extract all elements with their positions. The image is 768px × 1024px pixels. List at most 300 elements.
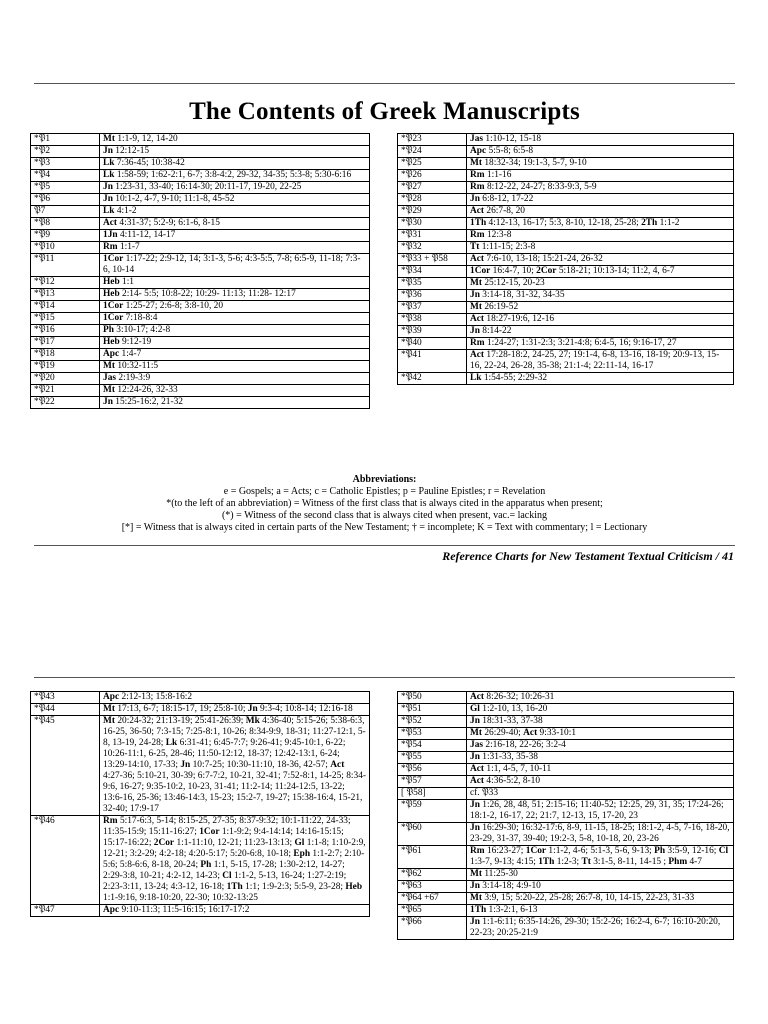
manuscript-row [398,917,734,940]
manuscript-id: *𝔓65 [398,905,467,917]
book-abbreviation: Ph [200,860,212,870]
manuscript-contents [100,158,370,170]
manuscript-contents [467,170,734,182]
manuscript-row [398,869,734,881]
manuscript-contents [467,869,734,881]
book-abbreviation: Act [470,254,485,264]
manuscript-contents [467,823,734,846]
verse-range: 1:3-2:1, 6-13 [488,905,538,915]
book-abbreviation: Mt [103,361,115,371]
verse-range: 1:24-27; 1:31-2:3; 3:21-4:8; 6:4-5, 16; 9:16-17, 27 [486,338,677,348]
book-abbreviation: 1Cor [103,301,124,311]
book-abbreviation: Apc [103,692,120,702]
manuscript-row [31,361,370,373]
manuscript-row [31,230,370,242]
book-abbreviation: 1Jn [103,230,118,240]
abbreviations-line-3: (*) = Witness of the second class that is always cited when present, vac.= lacking [221,510,548,521]
book-abbreviation: Mt [470,869,482,879]
verse-range: 3:10-17; 4:2-8 [116,325,171,335]
manuscript-contents [100,361,370,373]
verse-range: 1:1 [122,277,134,287]
manuscript-row [398,692,734,704]
manuscript-row [31,194,370,206]
page-footer: Reference Charts for New Testament Textual Criticism / 41 [442,549,734,563]
verse-range: 1:1-9:16, 9:18-10:20, 22-30; 10:32-13:25 [103,893,258,903]
verse-range: 4-7 [689,857,702,867]
book-abbreviation: Act [470,764,485,774]
book-abbreviation: Jn [470,716,480,726]
verse-range: 7:6-10, 13-18; 15:21-24, 26-32 [486,254,603,264]
book-abbreviation: 1Th [470,218,487,228]
manuscript-id: *𝔓50 [398,692,467,704]
manuscript-id: *𝔓54 [398,740,467,752]
manuscript-row [398,218,734,230]
manuscript-contents [467,704,734,716]
manuscript-row [31,301,370,313]
manuscript-row [31,134,370,146]
manuscript-contents [467,846,734,869]
manuscript-row [31,397,370,409]
manuscript-contents [467,893,734,905]
book-abbreviation: Mt [103,385,115,395]
verse-range: 1:1, 5-15, 17-28; 1:30-2:12, 14-27; 2:29-3:8, 10-21; 4:2-12, 14-23; [103,860,345,881]
manuscript-row [398,170,734,182]
manuscript-id: *𝔓64 +67 [398,893,467,905]
book-abbreviation: Jn [470,800,480,810]
verse-range: 1:25-27; 2:6-8; 3:8-10, 20 [125,301,224,311]
verse-range: 4:36-5:2, 8-10 [486,776,541,786]
book-abbreviation: Jn [470,290,480,300]
verse-range: 1:1-6:11; 6:35-14:26, 29-30; 15:2-26; 16:2-4, 6-7; 16:10-20:20, 22-23; 20:25-21:9 [470,917,721,938]
manuscript-contents [100,206,370,218]
verse-range: 18:27-19:6, 12-16 [486,314,555,324]
manuscript-row [31,716,370,816]
manuscript-row [398,704,734,716]
abbreviations-line-4: [*] = Witness that is always cited in certain parts of the New Testament; † = incomplete; K = Text with commentary; l = Lectionary [121,522,648,533]
book-abbreviation: Lk [470,373,482,383]
verse-range: 9:33-10:1 [539,728,577,738]
book-abbreviation: Ph [103,325,114,335]
manuscript-contents [100,146,370,158]
manuscript-contents [100,230,370,242]
manuscript-id: *𝔓6 [31,194,100,206]
manuscript-id: *𝔓53 [398,728,467,740]
manuscript-row [398,242,734,254]
manuscript-contents [467,692,734,704]
verse-range: 10:7-25; 10:30-11:10, 18-36, 42-57; [192,760,331,770]
manuscript-contents [100,134,370,146]
manuscript-contents [100,373,370,385]
manuscript-row [398,146,734,158]
manuscript-id: *𝔓30 [398,218,467,230]
verse-range: 1:10-12, 15-18 [485,134,542,144]
verse-range: 1:23-31, 33-40; 16:14-30; 20:11-17, 19-20, 22-25 [115,182,302,192]
manuscript-contents [467,158,734,170]
manuscript-row [398,266,734,278]
manuscript-contents [467,314,734,326]
verse-range: 26:29-40; [484,728,524,738]
manuscript-contents [100,277,370,289]
manuscript-row [31,158,370,170]
book-abbreviation: 2Cor [153,838,175,848]
verse-range: 25:12-15, 20-23 [484,278,545,288]
manuscript-contents [467,881,734,893]
verse-range: 9:10-11:3; 11:5-16:15; 16:17-17:2 [121,905,250,915]
book-abbreviation: Apc [103,905,120,915]
verse-range: 5:17-6:3, 5-14; 8:15-25, 27-35; 8:37-9:32; 10:1-11:22, 24-33; 11:35-15:9; 15:11-16:27; [103,816,351,837]
manuscript-contents [467,230,734,242]
manuscript-id: *𝔓12 [31,277,100,289]
book-abbreviation: Lk [165,738,178,748]
manuscript-id: *𝔓61 [398,846,467,869]
manuscript-row [398,194,734,206]
book-abbreviation: Heb [103,277,120,287]
manuscript-contents [100,905,370,917]
manuscript-id: 𝔓7 [31,206,100,218]
book-abbreviation: 1Th [226,882,243,892]
book-abbreviation: Ph [654,846,666,856]
book-abbreviation: Jn [470,823,480,833]
verse-range: 10:32-11:5 [117,361,159,371]
manuscript-contents [467,254,734,266]
verse-range: 7:36-45; 10:38-42 [116,158,185,168]
manuscript-id: *𝔓19 [31,361,100,373]
manuscript-id: *𝔓44 [31,704,100,716]
manuscript-contents [100,704,370,716]
book-abbreviation: Mt [470,893,482,903]
manuscript-id: *𝔓51 [398,704,467,716]
manuscript-id: *𝔓27 [398,182,467,194]
abbreviations-heading: Abbreviations: [352,474,417,485]
manuscript-id: *𝔓35 [398,278,467,290]
manuscript-contents [100,325,370,337]
manuscript-id: *𝔓1 [31,134,100,146]
manuscript-id: *𝔓39 [398,326,467,338]
book-abbreviation: Apc [103,349,120,359]
verse-range: 9:12-19 [122,337,152,347]
verse-range: 12:12-15 [115,146,150,156]
manuscript-id: *𝔓2 [31,146,100,158]
verse-range: 16:4-7, 10; [492,266,537,276]
book-abbreviation: Cl [222,871,232,881]
manuscript-row [398,254,734,266]
verse-range: 4:12-13, 16-17; 5:3, 8-10, 12-18, 25-28; [488,218,642,228]
manuscript-contents [100,194,370,206]
manuscript-row [398,290,734,302]
manuscript-id: *𝔓42 [398,373,467,385]
manuscript-row [31,349,370,361]
book-abbreviation: Jn [470,326,480,336]
book-abbreviation: 1Cor [199,827,220,837]
book-abbreviation: Heb [103,337,120,347]
manuscript-id: *𝔓56 [398,764,467,776]
verse-range: 7:18-8:4 [125,313,158,323]
manuscripts-table-bottom-right [397,691,734,940]
manuscript-contents [100,385,370,397]
verse-range: 3:9, 15; 5:20-22, 25-28; 26:7-8, 10, 14-15, 22-23, 31-33 [484,893,695,903]
verse-range: 1:1-2:7; 2:10-5:6; 5:8-6:6, 8-18, 20-24; [103,849,365,870]
manuscript-contents [467,218,734,230]
verse-range: 1:58-59; 1:62-2:1, 6-7; 3:8-4:2, 29-32, 34-35; 5:3-8; 5:30-6:16 [116,170,352,180]
manuscript-contents [467,206,734,218]
manuscript-id: *𝔓57 [398,776,467,788]
manuscript-row [398,881,734,893]
manuscript-row [31,277,370,289]
manuscript-contents [467,788,734,800]
book-abbreviation: Tt [581,857,591,867]
book-abbreviation: Lk [103,158,115,168]
manuscript-id: *𝔓16 [31,325,100,337]
book-abbreviation: Jn [247,704,258,714]
manuscript-row [31,905,370,917]
manuscript-id: *𝔓18 [31,349,100,361]
manuscript-id: *𝔓14 [31,301,100,313]
manuscript-contents [467,182,734,194]
manuscript-id: *𝔓59 [398,800,467,823]
book-abbreviation: Jn [180,760,191,770]
manuscript-id: *𝔓62 [398,869,467,881]
book-abbreviation: Jn [470,194,480,204]
manuscript-row [398,893,734,905]
book-abbreviation: Gl [294,838,305,848]
manuscript-row [31,242,370,254]
manuscript-id: *𝔓11 [31,254,100,277]
verse-range: 12:3-8 [486,230,512,240]
book-abbreviation: Jas [103,373,117,383]
manuscript-contents [100,692,370,704]
manuscript-contents [467,350,734,373]
verse-range: 11:25-30 [484,869,518,879]
verse-range: 8:26-32; 10:26-31 [486,692,555,702]
book-abbreviation: Jn [103,182,113,192]
book-abbreviation: Gl [470,704,480,714]
manuscript-id: *𝔓28 [398,194,467,206]
book-abbreviation: Act [470,314,485,324]
manuscript-contents [467,752,734,764]
manuscript-contents [467,338,734,350]
manuscript-id: *𝔓20 [31,373,100,385]
manuscript-row [398,740,734,752]
book-abbreviation: Mk [245,716,260,726]
verse-range: 6:31-41; 6:45-7:7; 9:26-41; 9:45-10:1, 6-22; 10:26-11:1, 6-25, 28-46; 11:50-12:12, 18-37; 12:42-13:1, 6-24; 13:29-14:10, 17-33; [103,738,346,770]
manuscript-id: *𝔓38 [398,314,467,326]
book-abbreviation: Mt [103,704,115,714]
manuscript-id: *𝔓52 [398,716,467,728]
page-title: The Contents of Greek Manuscripts [189,98,580,125]
book-abbreviation: Act [470,206,485,216]
manuscript-contents [100,170,370,182]
verse-range: 8:12-22, 24-27; 8:33-9:3, 5-9 [486,182,597,192]
manuscript-contents [467,905,734,917]
book-abbreviation: Jn [470,752,480,762]
verse-range: 9:3-4; 10:8-14; 12:16-18 [260,704,353,714]
verse-range: 3:5-9, 12-16; [667,846,719,856]
manuscript-row [398,373,734,385]
verse-range: 3:14-18, 31-32, 34-35 [482,290,565,300]
book-abbreviation: Jn [103,194,113,204]
verse-range: 1:31-33, 35-38 [482,752,538,762]
manuscript-id: *𝔓33 + 𝔓58 [398,254,467,266]
manuscript-row [31,254,370,277]
verse-range: 1:2-10, 13, 16-20 [482,704,548,714]
book-abbreviation: Rm [470,230,485,240]
manuscript-row [31,218,370,230]
manuscript-id: *𝔓60 [398,823,467,846]
manuscript-id: *𝔓45 [31,716,100,816]
verse-range: 16:29-30; 16:32-17:6, 8-9, 11-15, 18-25; 18:1-2, 4-5, 7-16, 18-20, 23-29, 31-37, 39-40; 19:2-3, 5-8, 10-18, 20, 23-26 [470,823,730,844]
manuscript-id: *𝔓40 [398,338,467,350]
manuscripts-table-bottom-left [30,691,370,917]
manuscript-row [398,728,734,740]
book-abbreviation: 2Th [641,218,658,228]
book-abbreviation: Mt [470,158,482,168]
manuscript-contents [467,242,734,254]
abbreviations-block [34,474,735,534]
manuscript-id: *𝔓32 [398,242,467,254]
book-abbreviation: Rm [103,242,118,252]
verse-range: 26:7-8, 20 [486,206,525,216]
book-abbreviation: Act [103,218,118,228]
verse-range: 4:1-2 [116,206,137,216]
manuscript-contents [467,716,734,728]
manuscript-row [398,823,734,846]
verse-range: 1:54-55; 2:29-32 [483,373,548,383]
book-abbreviation: Heb [103,289,120,299]
manuscript-row [31,385,370,397]
book-abbreviation: Phm [668,857,688,867]
manuscript-contents [467,764,734,776]
manuscript-contents [100,218,370,230]
manuscript-id: *𝔓26 [398,170,467,182]
verse-range: 18:32-34; 19:1-3, 5-7, 9-10 [484,158,587,168]
verse-range: 15:25-16:2, 21-32 [115,397,183,407]
manuscript-id: *𝔓17 [31,337,100,349]
manuscript-id: *𝔓3 [31,158,100,170]
verse-range: 1:11-15; 2:3-8 [481,242,536,252]
manuscript-id: *𝔓43 [31,692,100,704]
manuscript-contents [467,917,734,940]
manuscript-row [31,289,370,301]
verse-range: 16:23-27; [486,846,526,856]
verse-range: 26:19-52 [484,302,519,312]
verse-range: 1:1-7 [119,242,140,252]
manuscript-contents [467,800,734,823]
manuscripts-table-top-right [397,133,734,385]
book-abbreviation: Mt [470,728,482,738]
manuscript-row [31,704,370,716]
verse-range: 17:13, 6-7; 18:15-17, 19; 25:8-10; [117,704,248,714]
manuscript-contents [467,278,734,290]
book-abbreviation: Rm [470,182,485,192]
book-abbreviation: 1Cor [470,266,491,276]
book-abbreviation: Act [470,692,485,702]
book-abbreviation: Jas [470,740,484,750]
verse-range: 1:1-2 [659,218,680,228]
manuscript-id: *𝔓23 [398,134,467,146]
manuscript-contents [100,816,370,905]
verse-range: cf. 𝔓33 [470,788,499,798]
book-abbreviation: Tt [470,242,480,252]
manuscript-row [31,170,370,182]
manuscript-row [31,373,370,385]
manuscript-contents [467,134,734,146]
book-abbreviation: Apc [470,146,487,156]
manuscript-id: *𝔓10 [31,242,100,254]
verse-range: 1:1-8; 1:10-2:9, 12-21; 3:2-29; 4:2-18; 4:20-5:17; 5:20-6:8, 10-18; [103,838,366,859]
manuscript-id: *𝔓15 [31,313,100,325]
manuscript-id: *𝔓37 [398,302,467,314]
top-rule [34,83,735,84]
manuscript-row [398,326,734,338]
manuscript-contents [467,146,734,158]
manuscript-contents [467,326,734,338]
verse-range: 2:12-13; 15:8-16:2 [121,692,193,702]
manuscript-contents [100,716,370,816]
manuscript-row [398,230,734,242]
verse-range: 20:24-32; 21:13-19; 25:41-26:39; [117,716,246,726]
book-abbreviation: Mt [103,716,115,726]
manuscript-row [398,752,734,764]
manuscript-row [398,338,734,350]
manuscript-row [398,134,734,146]
verse-range: 6:8-12, 17-22 [482,194,534,204]
manuscript-contents [467,776,734,788]
book-abbreviation: 1Cor [103,254,124,264]
book-abbreviation: Act [470,350,485,360]
manuscript-contents [100,397,370,409]
manuscript-id: *𝔓41 [398,350,467,373]
manuscript-contents [467,194,734,206]
manuscript-row [31,206,370,218]
manuscript-id: *𝔓46 [31,816,100,905]
verse-range: 1:3-7, 9-13; 4:15; [470,857,539,867]
book-abbreviation: 1Cor [525,846,547,856]
book-abbreviation: Mt [470,278,482,288]
manuscript-row [398,314,734,326]
verse-range: 1:1-16 [486,170,512,180]
book-abbreviation: Jn [470,917,480,927]
book-abbreviation: Jn [470,881,480,891]
book-abbreviation: 2Cor [536,266,557,276]
book-abbreviation: Rm [470,170,485,180]
verse-range: 1:1, 4-5, 7, 10-11 [486,764,552,774]
manuscript-id: *𝔓36 [398,290,467,302]
manuscript-row [398,716,734,728]
verse-range: 1:26, 28, 48, 51; 2:15-16; 11:40-52; 12:25, 29, 31, 35; 17:24-26; 18:1-2, 16-17, 22; 21:7, 12-13, 15, 17-20, 23 [470,800,724,821]
verse-range: 1:2-3; [556,857,582,867]
abbreviations-line-2: *(to the left of an abbreviation) = Witness of the first class that is always cited in the apparatus when present; [166,498,603,509]
verse-range: 1:4-7 [121,349,142,359]
verse-range: 1:1-2, 5-13, 16-24; 1:27-2:19; 2:23-3:11, 13-24; 4:3-12, 16-18; [103,871,347,892]
verse-range: 10:1-2, 4-7, 9-10; 11:1-8, 45-52 [115,194,235,204]
manuscript-id: *𝔓47 [31,905,100,917]
book-abbreviation: Mt [103,134,115,144]
book-abbreviation: Jas [470,134,484,144]
manuscript-id: *𝔓29 [398,206,467,218]
book-abbreviation: Heb [345,882,363,892]
manuscript-contents [100,313,370,325]
manuscript-contents [467,740,734,752]
manuscript-row [398,206,734,218]
manuscript-id: *𝔓31 [398,230,467,242]
manuscript-row [398,776,734,788]
book-abbreviation: 1Th [470,905,487,915]
verse-range: 2:19-3:9 [118,373,151,383]
verse-range: 4:36-40; 5:15-26; 5:38-6:3, 16-25, 36-50; 7:3-15; 7:25-8:1, 10-26; 8:34-9:9, 18-31; 11:27-12:1, 5-8, 13-19, 24-28; [103,716,366,748]
verse-range: 1:1-9:2; 9:4-14:14; 14:16-15:15; 15:17-16:22; [103,827,344,848]
manuscript-row [31,325,370,337]
verse-range: 5:5-8; 6:5-8 [488,146,534,156]
